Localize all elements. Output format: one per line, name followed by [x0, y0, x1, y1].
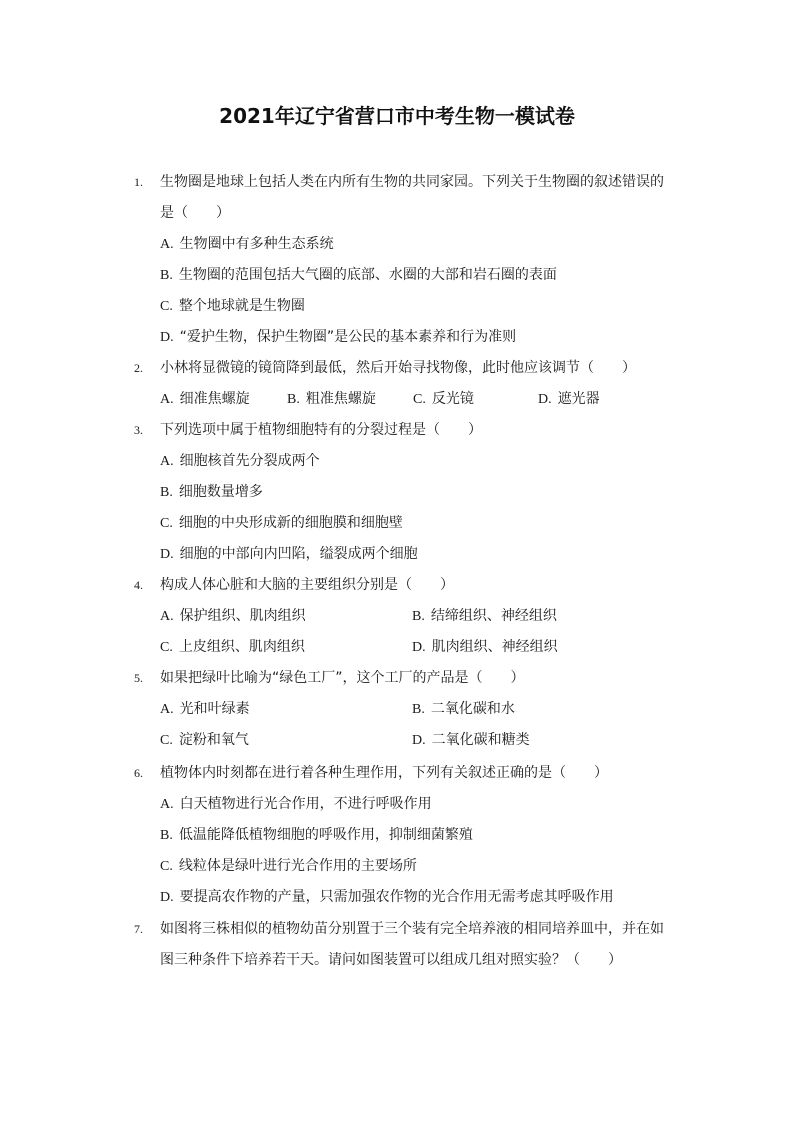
option-text: 二氧化碳和水 — [430, 701, 515, 717]
option-letter: A. — [160, 237, 174, 252]
option-d — [538, 387, 600, 412]
option-letter: C. — [160, 640, 173, 655]
option-d — [160, 325, 516, 350]
question-stem-line: 图三种条件下培养若干天。请问如图装置可以组成几组对照实验？（ ） — [160, 952, 622, 968]
option-text: 线粒体是绿叶进行光合作用的主要场所 — [178, 858, 417, 874]
option-letter: D. — [412, 640, 426, 655]
option-text: 遮光器 — [557, 391, 600, 407]
option-letter: B. — [160, 828, 173, 843]
question-number: 5. — [134, 671, 143, 685]
question-stem-line: 植物体内时刻都在进行着各种生理作用，下列有关叙述正确的是（ ） — [160, 765, 608, 781]
question-stem-line: 小林将显微镜的镜筒降到最低，然后开始寻找物像，此时他应该调节（ ） — [160, 360, 636, 376]
option-c — [160, 511, 403, 536]
option-a — [160, 387, 250, 412]
option-b — [412, 604, 557, 629]
option-letter: D. — [538, 392, 552, 407]
page-title: 2021年辽宁省营口市中考生物一模试卷 — [219, 104, 575, 128]
option-letter: D. — [412, 733, 426, 748]
option-letter: C. — [160, 516, 173, 531]
question-stem-line: 生物圈是地球上包括人类在内所有生物的共同家园。下列关于生物圈的叙述错误的 — [160, 174, 664, 190]
option-letter: C. — [413, 392, 426, 407]
option-letter: A. — [160, 392, 174, 407]
option-b — [287, 387, 376, 412]
option-text: 生物圈中有多种生态系统 — [179, 236, 334, 252]
question-stem-line: 如果把绿叶比喻为“绿色工厂”，这个工厂的产品是（ ） — [160, 670, 525, 686]
option-text: 低温能降低植物细胞的呼吸作用，抑制细菌繁殖 — [178, 827, 473, 843]
option-text: 细胞数量增多 — [178, 484, 263, 500]
option-a — [160, 697, 250, 722]
option-c — [160, 294, 305, 319]
question-stem-line: 下列选项中属于植物细胞特有的分裂过程是（ ） — [160, 422, 482, 438]
option-text: 细胞的中部向内凹陷，缢裂成两个细胞 — [179, 546, 418, 562]
question-number: 6. — [134, 766, 143, 780]
option-letter: B. — [160, 485, 173, 500]
option-letter: C. — [160, 299, 173, 314]
question-number: 1. — [134, 175, 143, 189]
question-number: 4. — [134, 578, 143, 592]
option-letter: D. — [160, 330, 174, 345]
option-letter: B. — [412, 702, 425, 717]
option-b — [412, 697, 515, 722]
option-d — [160, 542, 418, 567]
option-text: 保护组织、肌肉组织 — [179, 608, 306, 624]
question-number: 7. — [134, 922, 143, 936]
option-c — [160, 854, 417, 879]
option-d — [160, 885, 614, 910]
option-letter: A. — [160, 797, 174, 812]
option-text: 光和叶绿素 — [179, 701, 250, 717]
option-letter: B. — [287, 392, 300, 407]
option-text: 上皮组织、肌肉组织 — [178, 639, 305, 655]
option-text: 要提高农作物的产量，只需加强农作物的光合作用无需考虑其呼吸作用 — [179, 889, 614, 905]
option-a — [160, 449, 320, 474]
question-stem-line: 构成人体心脏和大脑的主要组织分别是（ ） — [160, 577, 454, 593]
option-text: 二氧化碳和糖类 — [431, 732, 530, 748]
option-d — [412, 635, 558, 660]
option-text: 细胞核首先分裂成两个 — [179, 453, 320, 469]
option-letter: C. — [160, 859, 173, 874]
question-number: 3. — [134, 423, 143, 437]
option-letter: B. — [160, 268, 173, 283]
option-text: 肌肉组织、神经组织 — [431, 639, 558, 655]
question-number: 2. — [134, 361, 143, 375]
option-a — [160, 604, 306, 629]
option-text: 反光镜 — [431, 391, 474, 407]
option-a — [160, 792, 432, 817]
option-text: 粗准焦螺旋 — [305, 391, 376, 407]
option-c — [160, 728, 249, 753]
question-stem-line: 如图将三株相似的植物幼苗分别置于三个装有完全培养液的相同培养皿中，并在如 — [160, 921, 664, 937]
option-text: 结缔组织、神经组织 — [430, 608, 557, 624]
question-stem-line: 是（ ） — [160, 205, 230, 221]
option-letter: A. — [160, 702, 174, 717]
option-letter: D. — [160, 890, 174, 905]
option-letter: D. — [160, 547, 174, 562]
option-text: 淀粉和氧气 — [178, 732, 249, 748]
option-text: 细准焦螺旋 — [179, 391, 250, 407]
option-c — [160, 635, 305, 660]
option-letter: B. — [412, 609, 425, 624]
option-d — [412, 728, 530, 753]
option-text: “爱护生物，保护生物圈”是公民的基本素养和行为准则 — [179, 329, 517, 345]
option-text: 细胞的中央形成新的细胞膜和细胞壁 — [178, 515, 403, 531]
option-text: 生物圈的范围包括大气圈的底部、水圈的大部和岩石圈的表面 — [178, 267, 557, 283]
option-letter: A. — [160, 454, 174, 469]
option-a — [160, 232, 334, 257]
option-c — [413, 387, 474, 412]
option-b — [160, 480, 263, 505]
option-text: 整个地球就是生物圈 — [178, 298, 305, 314]
option-letter: C. — [160, 733, 173, 748]
option-b — [160, 823, 473, 848]
option-letter: A. — [160, 609, 174, 624]
option-b — [160, 263, 557, 288]
option-text: 白天植物进行光合作用，不进行呼吸作用 — [179, 796, 432, 812]
